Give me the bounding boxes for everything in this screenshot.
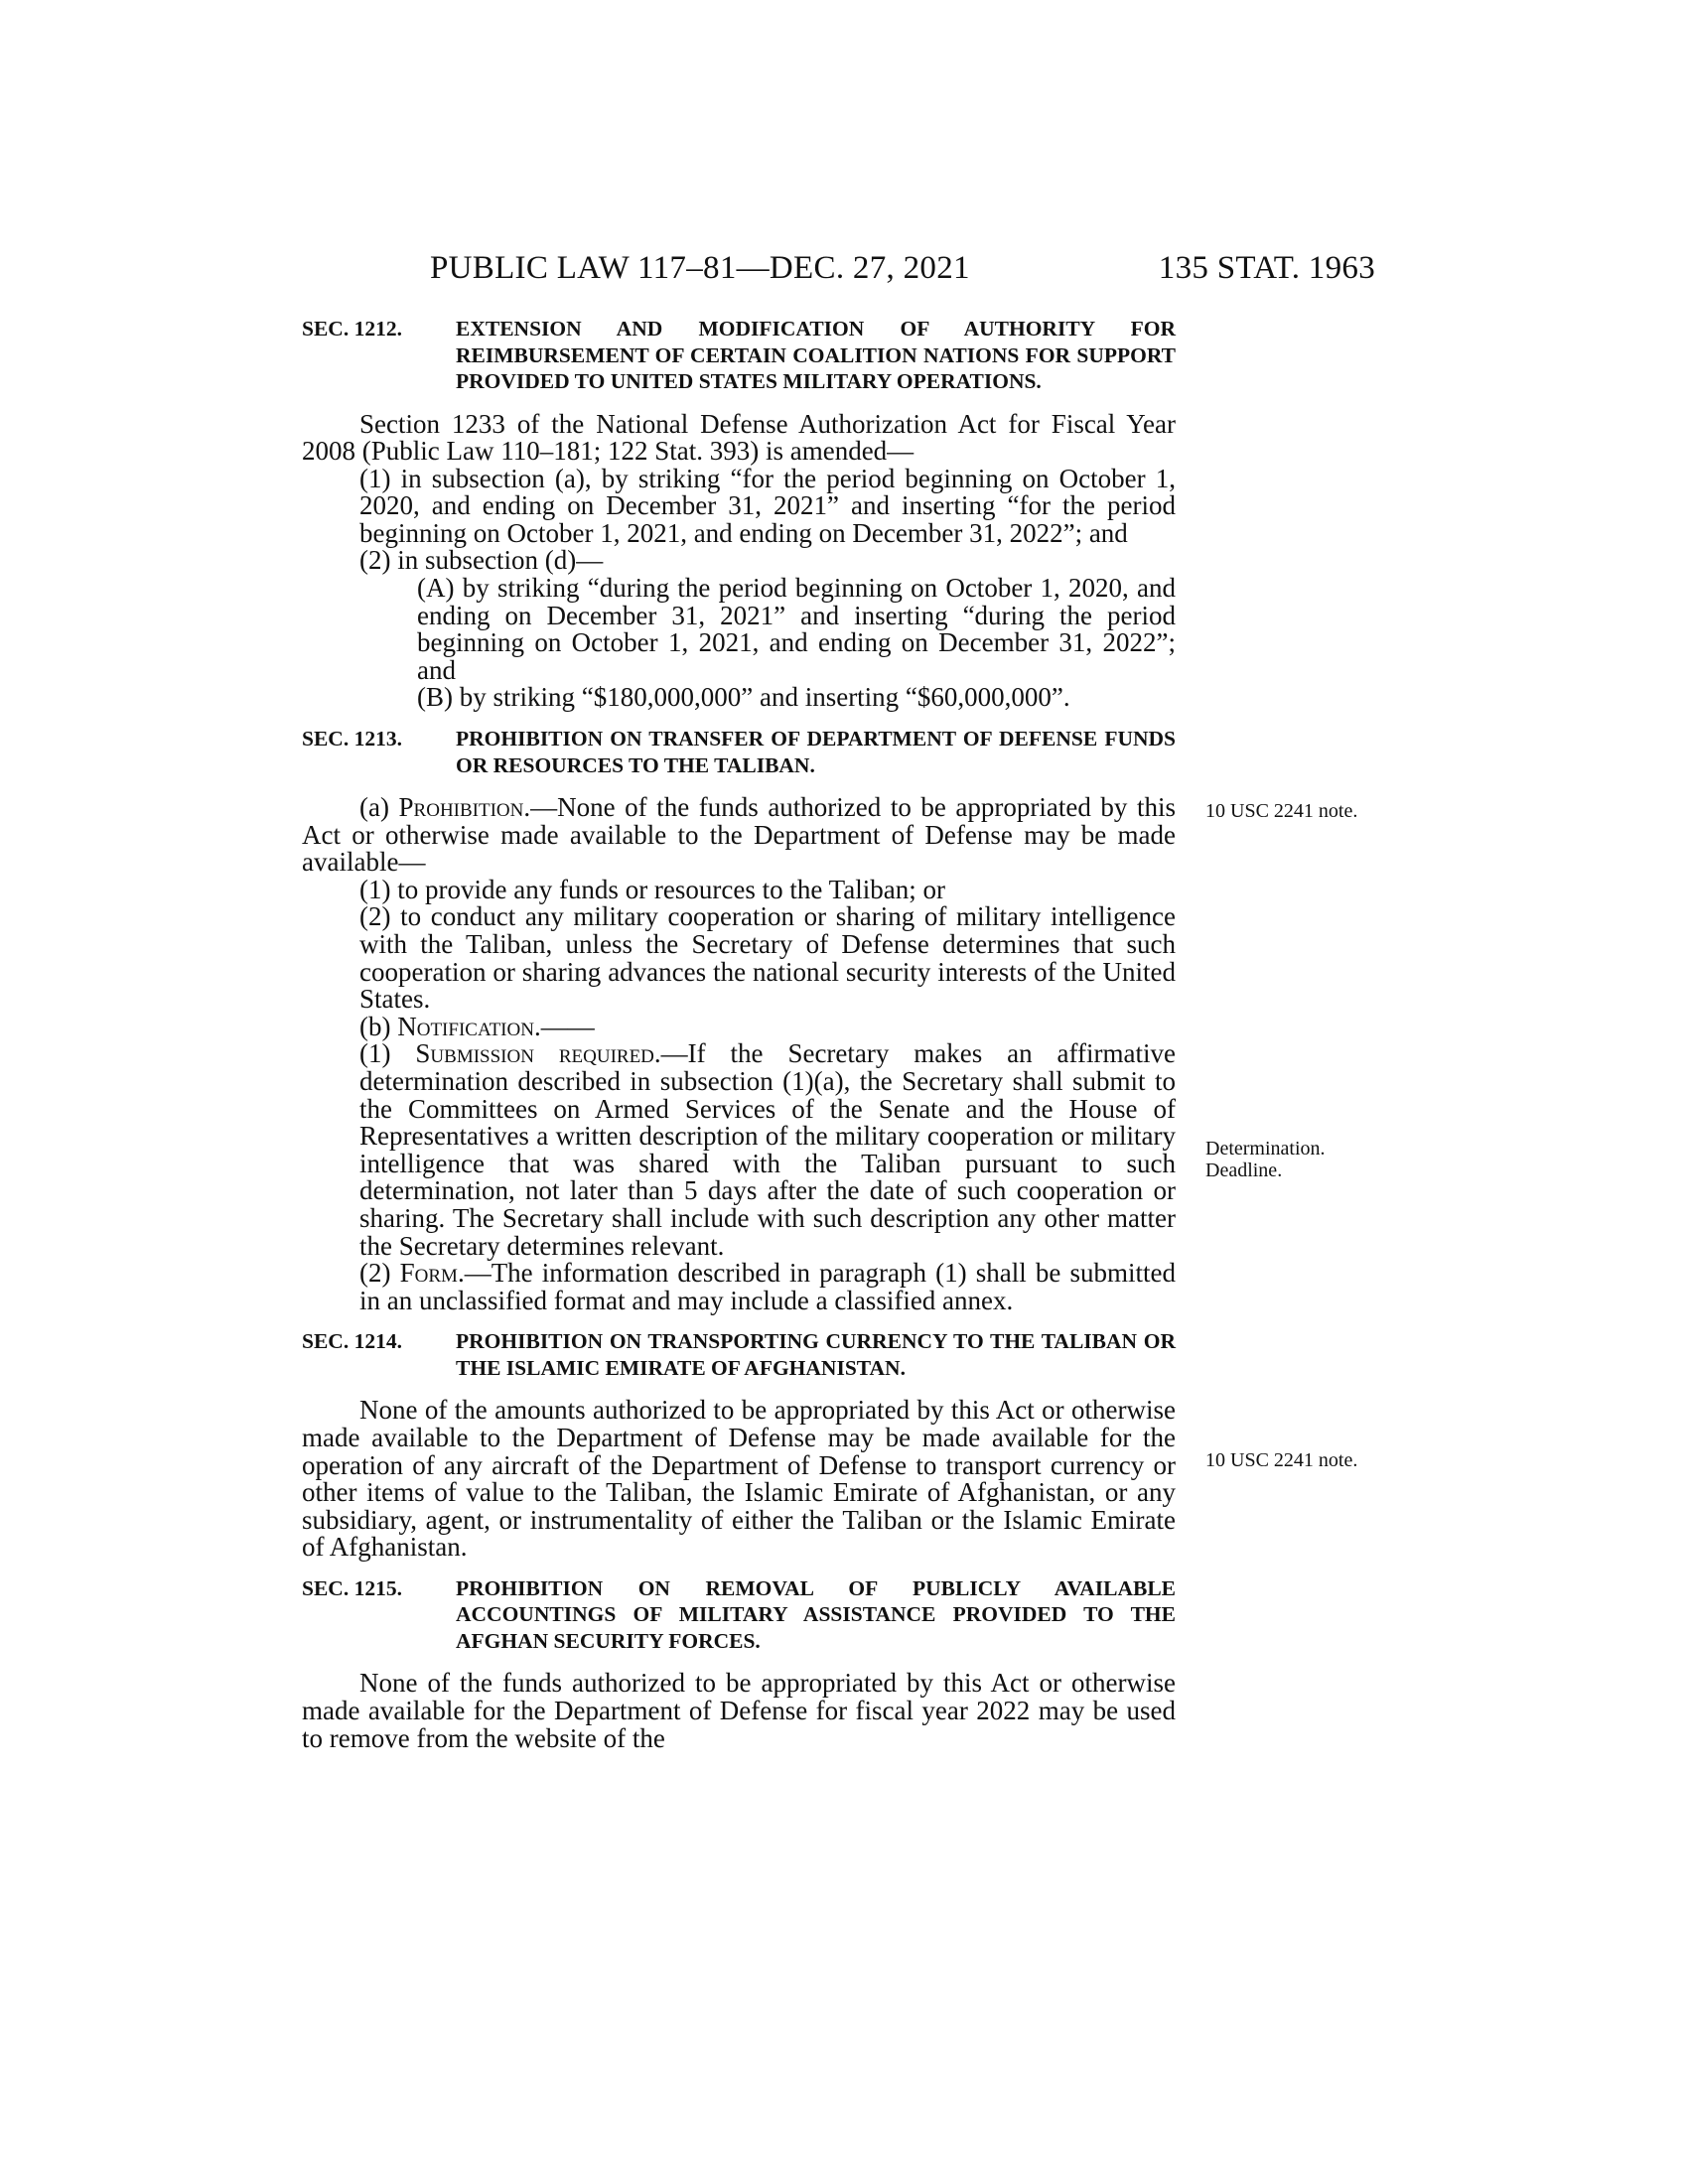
margin-note-1214: 10 USC 2241 note. <box>1205 1449 1358 1471</box>
section-1214-heading <box>302 1328 1176 1381</box>
section-1212-para-2a: (A) by striking “during the period beginning on October 1, 2020, and ending on December 31, 2021” and inserting “during the period beginning on October 1, 2021, and ending on December 31, 2022”; and <box>417 573 1176 685</box>
section-label: SEC. 1212. <box>302 317 402 341</box>
page-header <box>430 250 1375 290</box>
section-1213-para-a1: (1) to provide any funds or resources to the Taliban; or <box>359 874 945 904</box>
paragraph-label: (1) <box>359 1038 416 1069</box>
section-title: EXTENSION AND MODIFICATION OF AUTHORITY FOR REIMBURSEMENT OF CERTAIN COALITION NATIONS FOR SUPPORT PROVIDED TO UNITED STATES MILITARY OPERATIONS. <box>456 317 1176 393</box>
section-1215-heading <box>302 1575 1176 1655</box>
section-label: SEC. 1213. <box>302 727 402 751</box>
subsection-heading: Prohibition <box>398 792 524 823</box>
subsection-label: (a) <box>359 792 399 823</box>
paragraph-text: .—If the Secretary makes an affirmative determination described in subsection (1)(a), the Secretary shall submit to the Committees on Armed Services of the Senate and the House of Representatives a written description of the military cooperation or military intelligence that was shared with the Taliban pursuant to such determination, not later than 5 days after the date of such cooperation or sharing. The Secretary shall include with such description any other matter the Secretary determines relevant. <box>359 1038 1177 1261</box>
margin-note-determination: Determination. Deadline. <box>1205 1138 1326 1181</box>
section-1213-para-a2: (2) to conduct any military cooperation or sharing of military intelligence with the Taliban, unless the Secretary of Defense determines that such cooperation or sharing advances the national security interests of the United States. <box>359 901 1176 1015</box>
section-1215-text: None of the funds authorized to be appropriated by this Act or otherwise made available for the Department of Defense for fiscal year 2022 may be used to remove from the website of the <box>302 1668 1176 1753</box>
subsection-heading: Notification <box>397 1011 534 1041</box>
document-body <box>302 316 1176 1752</box>
public-law-title: PUBLIC LAW 117–81—DEC. 27, 2021 <box>430 250 970 286</box>
section-1212-para-1: (1) in subsection (a), by striking “for the period beginning on October 1, 2020, and ending on December 31, 2021” and inserting “for the period beginning on October 1, 2021, and ending on December 31, 2022”; and <box>359 463 1176 548</box>
section-title: PROHIBITION ON REMOVAL OF PUBLICLY AVAILABLE ACCOUNTINGS OF MILITARY ASSISTANCE PROVIDED TO THE AFGHAN SECURITY FORCES. <box>456 1575 1176 1653</box>
section-1212-intro: Section 1233 of the National Defense Authorization Act for Fiscal Year 2008 (Public Law 110–181; 122 Stat. 393) is amended— <box>302 408 1176 467</box>
section-label: SEC. 1215. <box>302 1575 402 1600</box>
section-1212-para-2: (2) in subsection (d)— <box>359 545 604 576</box>
section-1212-heading <box>302 316 1176 395</box>
subsection-label: (b) <box>359 1011 398 1041</box>
section-title: PROHIBITION ON TRANSFER OF DEPARTMENT OF DEFENSE FUNDS OR RESOURCES TO THE TALIBAN. <box>456 727 1176 777</box>
subsection-text: .—None of the funds authorized to be appropriated by this Act or otherwise made available to the Department of Defense may be made available— <box>302 792 1176 878</box>
section-title: PROHIBITION ON TRANSPORTING CURRENCY TO THE TALIBAN OR THE ISLAMIC EMIRATE OF AFGHANISTAN. <box>456 1329 1176 1380</box>
margin-note-1213: 10 USC 2241 note. <box>1205 800 1358 822</box>
section-1213-para-b1 <box>302 1040 1176 1260</box>
paragraph-heading: Form <box>399 1258 458 1289</box>
section-1212-para-2b: (B) by striking “$180,000,000” and inserting “$60,000,000”. <box>417 682 1070 713</box>
paragraph-heading: Submission required <box>415 1038 654 1069</box>
paragraph-label: (2) <box>359 1258 400 1289</box>
section-1213-subsection-b <box>302 1011 1176 1041</box>
section-1213-para-b2 <box>302 1260 1176 1314</box>
section-label: SEC. 1214. <box>302 1329 402 1354</box>
statute-page-number: 135 STAT. 1963 <box>1158 250 1375 286</box>
subsection-dash: .—— <box>533 1011 595 1041</box>
section-1213-subsection-a <box>302 794 1176 877</box>
paragraph-text: .—The information described in paragraph (1) shall be submitted in an unclassified format and may include a classified annex. <box>359 1258 1177 1315</box>
section-1214-text: None of the amounts authorized to be appropriated by this Act or otherwise made available to the Department of Defense may be made available for the operation of any aircraft of the Department of Defense to transport currency or other items of value to the Taliban, the Islamic Emirate of Afghanistan, or any subsidiary, agent, or instrumentality of either the Taliban or the Islamic Emirate of Afghanistan. <box>302 1395 1176 1563</box>
section-1213-heading <box>302 726 1176 778</box>
